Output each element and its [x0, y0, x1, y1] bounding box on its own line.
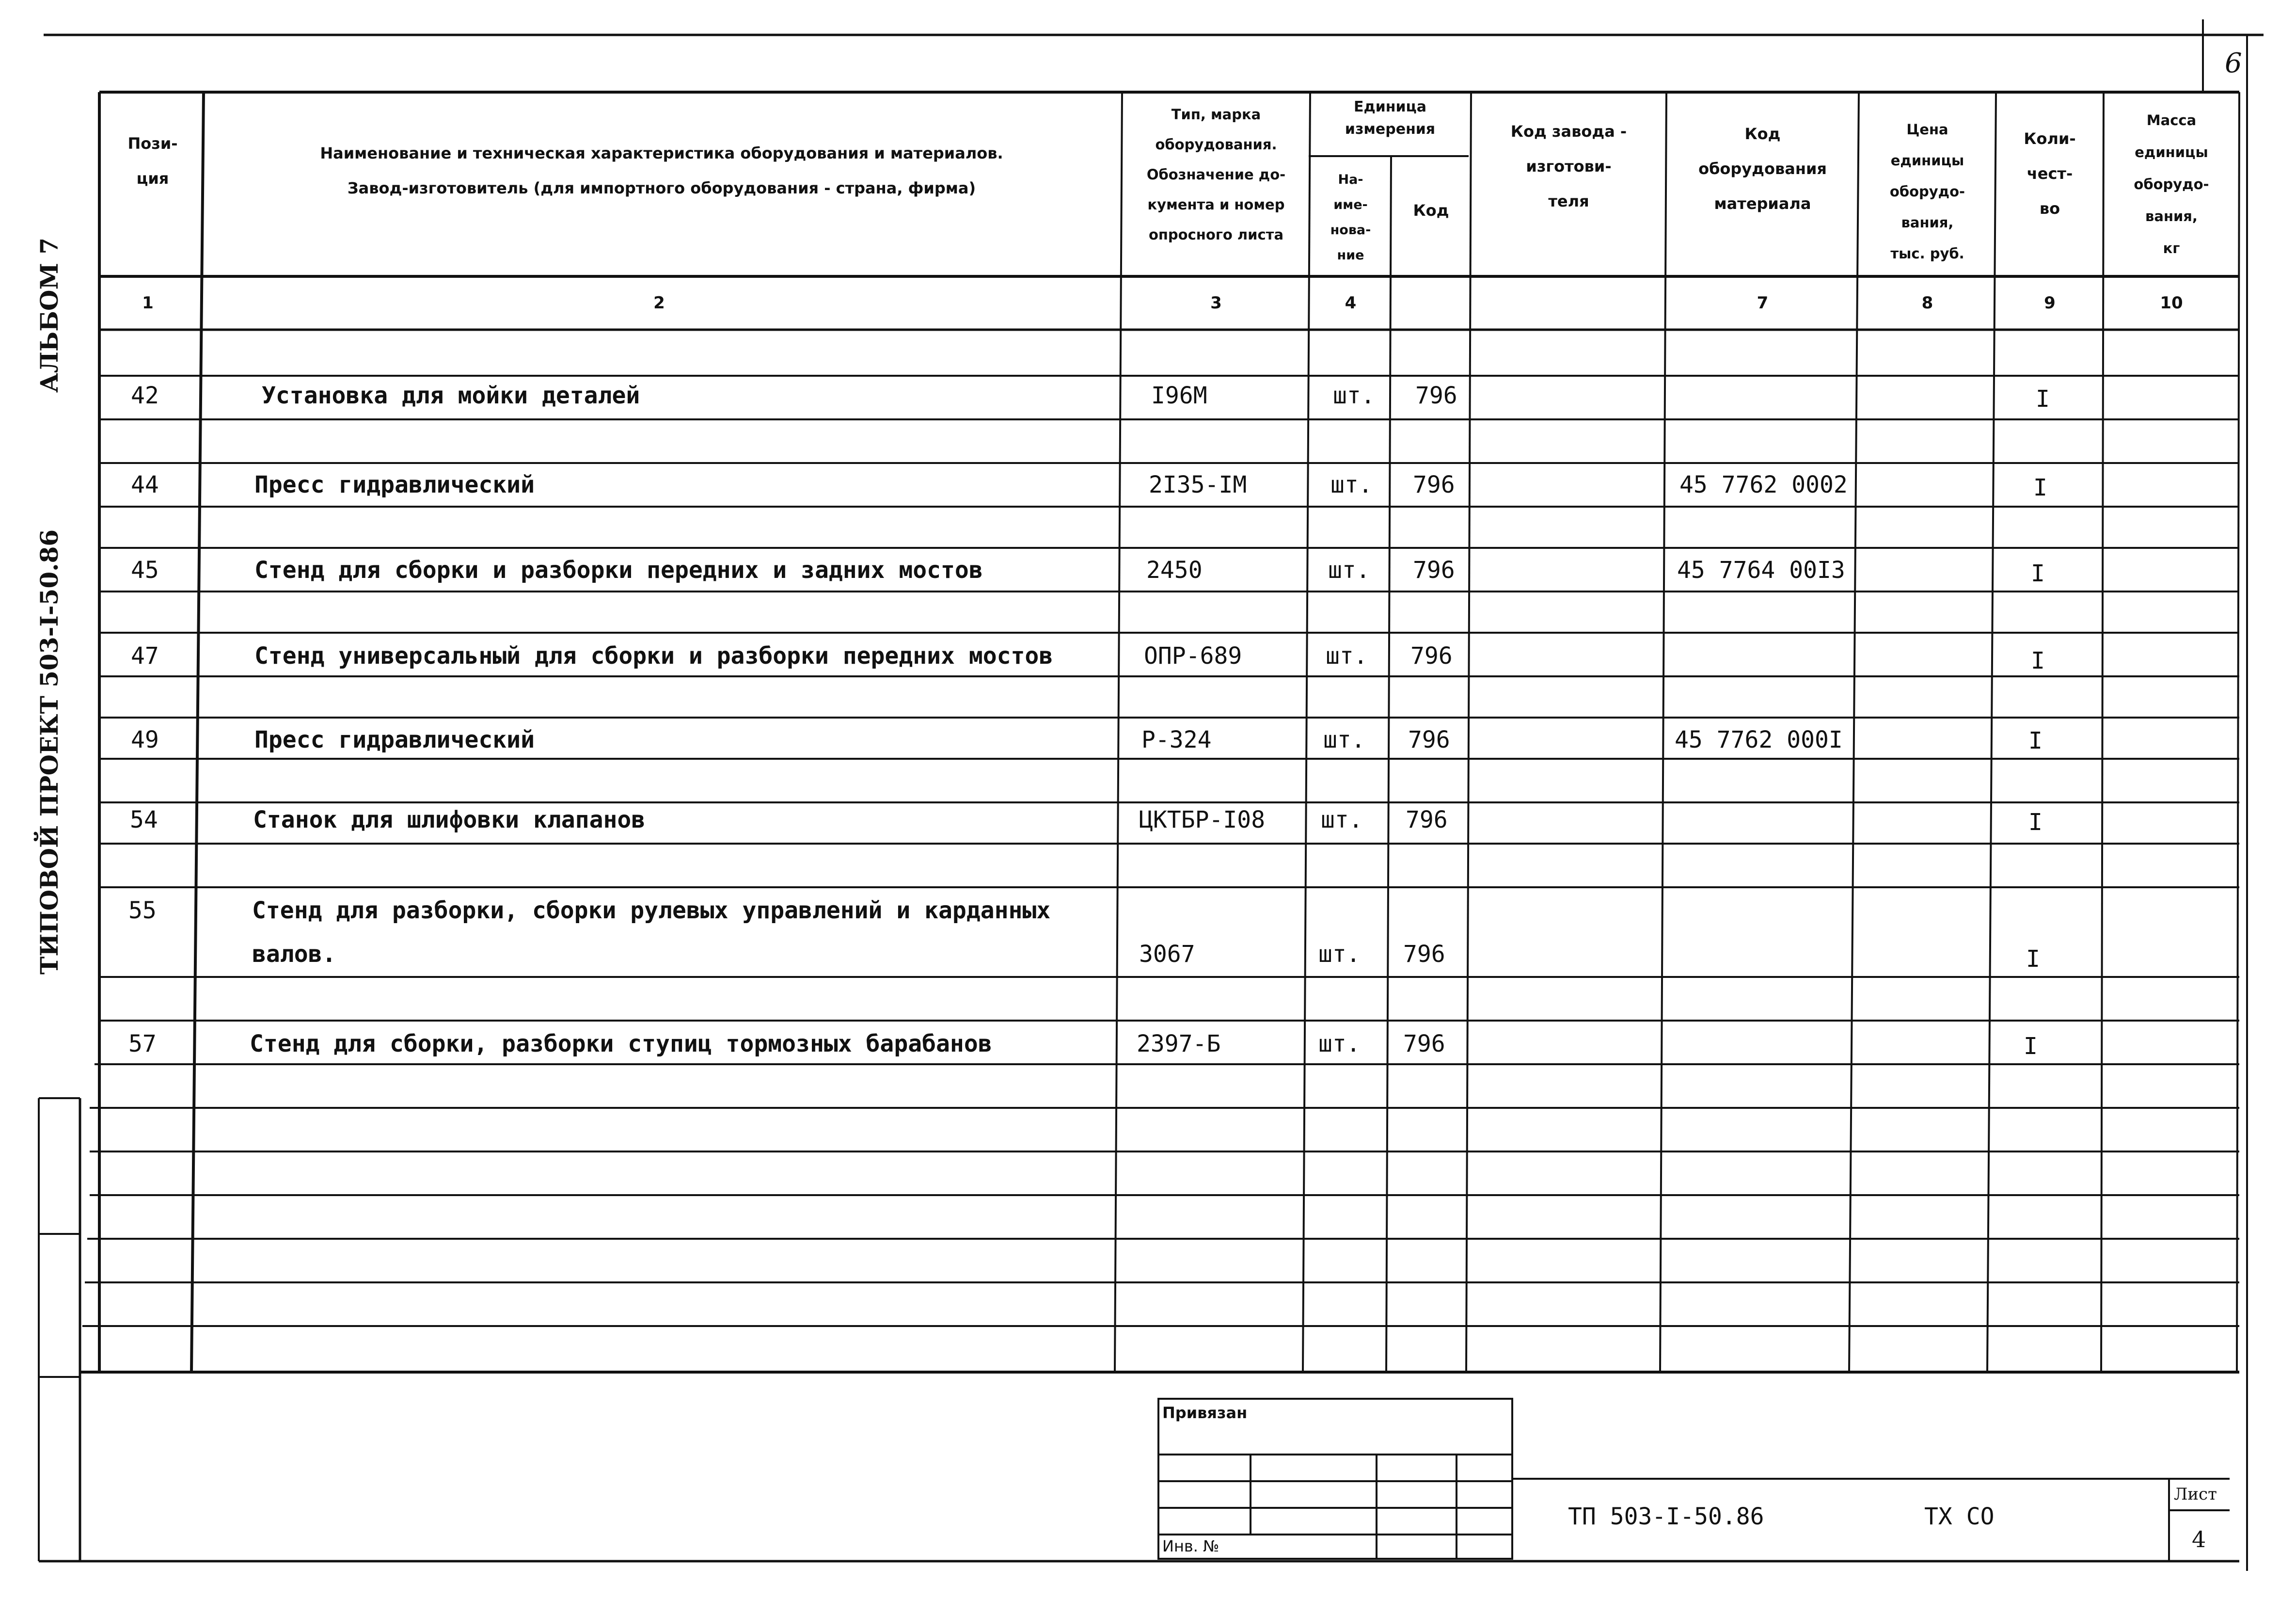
cell-unit: шт.: [1330, 471, 1373, 498]
colnum-10: 10: [2160, 293, 2183, 313]
cell-position: 45: [131, 557, 159, 584]
colnum-3: 3: [1210, 293, 1222, 313]
cell-quantity: I: [2026, 945, 2040, 973]
cell-quantity: I: [2028, 727, 2043, 754]
header-col-2: Наименование и техническая характеристика оборудования и материалов. Завод-изготовитель (для импортного оборудования - страна, фирма): [320, 144, 1003, 197]
cell-position: 49: [131, 726, 159, 753]
cell-unit-code: 796: [1406, 806, 1448, 833]
header-col-4: На- име- нова- ние: [1330, 172, 1371, 263]
cell-name: Пресс гидравлический: [254, 471, 535, 498]
cell-type: I96M: [1151, 382, 1207, 409]
cell-position: 55: [128, 897, 157, 924]
cell-quantity: I: [2031, 647, 2045, 674]
header-unit-group: Единица измерения: [1345, 98, 1436, 138]
cell-quantity: I: [2036, 385, 2050, 413]
cell-position: 44: [131, 471, 159, 498]
cell-unit: шт.: [1328, 557, 1370, 584]
cell-unit: шт.: [1318, 1030, 1361, 1057]
cell-name: Установка для мойки деталей: [262, 382, 640, 409]
cell-equipment-code: 45 7762 0002: [1679, 471, 1848, 498]
cell-unit: шт.: [1333, 382, 1375, 409]
colnum-7: 7: [1757, 293, 1769, 313]
cell-quantity: I: [2024, 1033, 2038, 1060]
cell-name: Стенд для сборки и разборки передних и задних мостов: [254, 557, 983, 584]
cell-position: 47: [131, 642, 159, 670]
stamp-inventory-label: Инв. №: [1162, 1537, 1219, 1555]
document-code: ТП 503-I-50.86: [1568, 1503, 1764, 1530]
project-label: ТИПОВОЙ ПРОЕКТ 503-I-50.86: [35, 529, 63, 975]
header-col-1: Пози- ция: [127, 134, 178, 188]
cell-unit: шт.: [1326, 642, 1368, 670]
header-col-8: Цена единицы оборудо- вания, тыс. руб.: [1889, 121, 1965, 262]
cell-position: 54: [130, 806, 158, 833]
header-col-9: Коли- чест- во: [2024, 129, 2076, 218]
cell-unit-code: 796: [1413, 471, 1455, 498]
cell-name: Стенд для разборки, сборки рулевых управлений и карданных: [252, 897, 1051, 924]
cell-unit: шт.: [1321, 806, 1363, 833]
cell-position: 57: [128, 1030, 157, 1057]
header-col-5: Код: [1413, 201, 1449, 220]
colnum-9: 9: [2044, 293, 2056, 313]
album-label: АЛЬБОМ 7: [35, 237, 63, 393]
cell-position: 42: [131, 382, 159, 409]
cell-equipment-code: 45 7762 000I: [1675, 726, 1843, 753]
cell-type: 2397-Б: [1137, 1030, 1221, 1057]
header-col-7: Код оборудования материала: [1698, 125, 1827, 213]
cell-unit-code: 796: [1413, 557, 1455, 584]
cell-unit: шт.: [1318, 941, 1361, 968]
cell-unit-code: 796: [1403, 941, 1445, 968]
cell-unit-code: 796: [1408, 726, 1450, 753]
cell-unit-code: 796: [1410, 642, 1453, 670]
cell-unit-code: 796: [1415, 382, 1457, 409]
cell-type: 2I35-IM: [1149, 471, 1247, 498]
sheet-number: 4: [2192, 1526, 2206, 1552]
page-number-top: 6: [2225, 48, 2242, 79]
cell-quantity: I: [2028, 809, 2043, 836]
cell-name: Стенд универсальный для сборки и разборки передних мостов: [254, 642, 1053, 670]
cell-name: Пресс гидравлический: [254, 726, 535, 753]
cell-quantity: I: [2033, 474, 2047, 501]
document-subcode: ТХ СО: [1924, 1503, 1995, 1530]
stamp-bound-label: Привязан: [1162, 1404, 1248, 1422]
cell-type: Р-324: [1141, 726, 1212, 753]
header-col-3: Тип, марка оборудования. Обозначение до- кумента и номер опросного листа: [1146, 106, 1286, 243]
colnum-8: 8: [1921, 293, 1933, 313]
cell-equipment-code: 45 7764 00I3: [1677, 557, 1845, 584]
colnum-1: 1: [142, 293, 154, 313]
colnum-2: 2: [653, 293, 665, 313]
colnum-4: 4: [1345, 293, 1357, 313]
cell-name: Стенд для сборки, разборки ступиц тормозных барабанов: [250, 1030, 992, 1057]
cell-unit-code: 796: [1403, 1030, 1445, 1057]
cell-type: 3067: [1139, 941, 1195, 968]
cell-quantity: I: [2031, 560, 2045, 587]
cell-type: 2450: [1146, 557, 1203, 584]
header-col-6: Код завода - изготови- теля: [1510, 122, 1627, 210]
cell-name: Станок для шлифовки клапанов: [253, 806, 646, 833]
sheet-label: Лист: [2174, 1485, 2217, 1504]
cell-unit: шт.: [1323, 726, 1365, 753]
cell-name-continued: валов.: [252, 941, 336, 968]
header-col-10: Масса единицы оборудо- вания, кг: [2134, 112, 2209, 256]
cell-type: ОПР-689: [1144, 642, 1242, 670]
cell-type: ЦКТБР-I08: [1139, 806, 1266, 833]
